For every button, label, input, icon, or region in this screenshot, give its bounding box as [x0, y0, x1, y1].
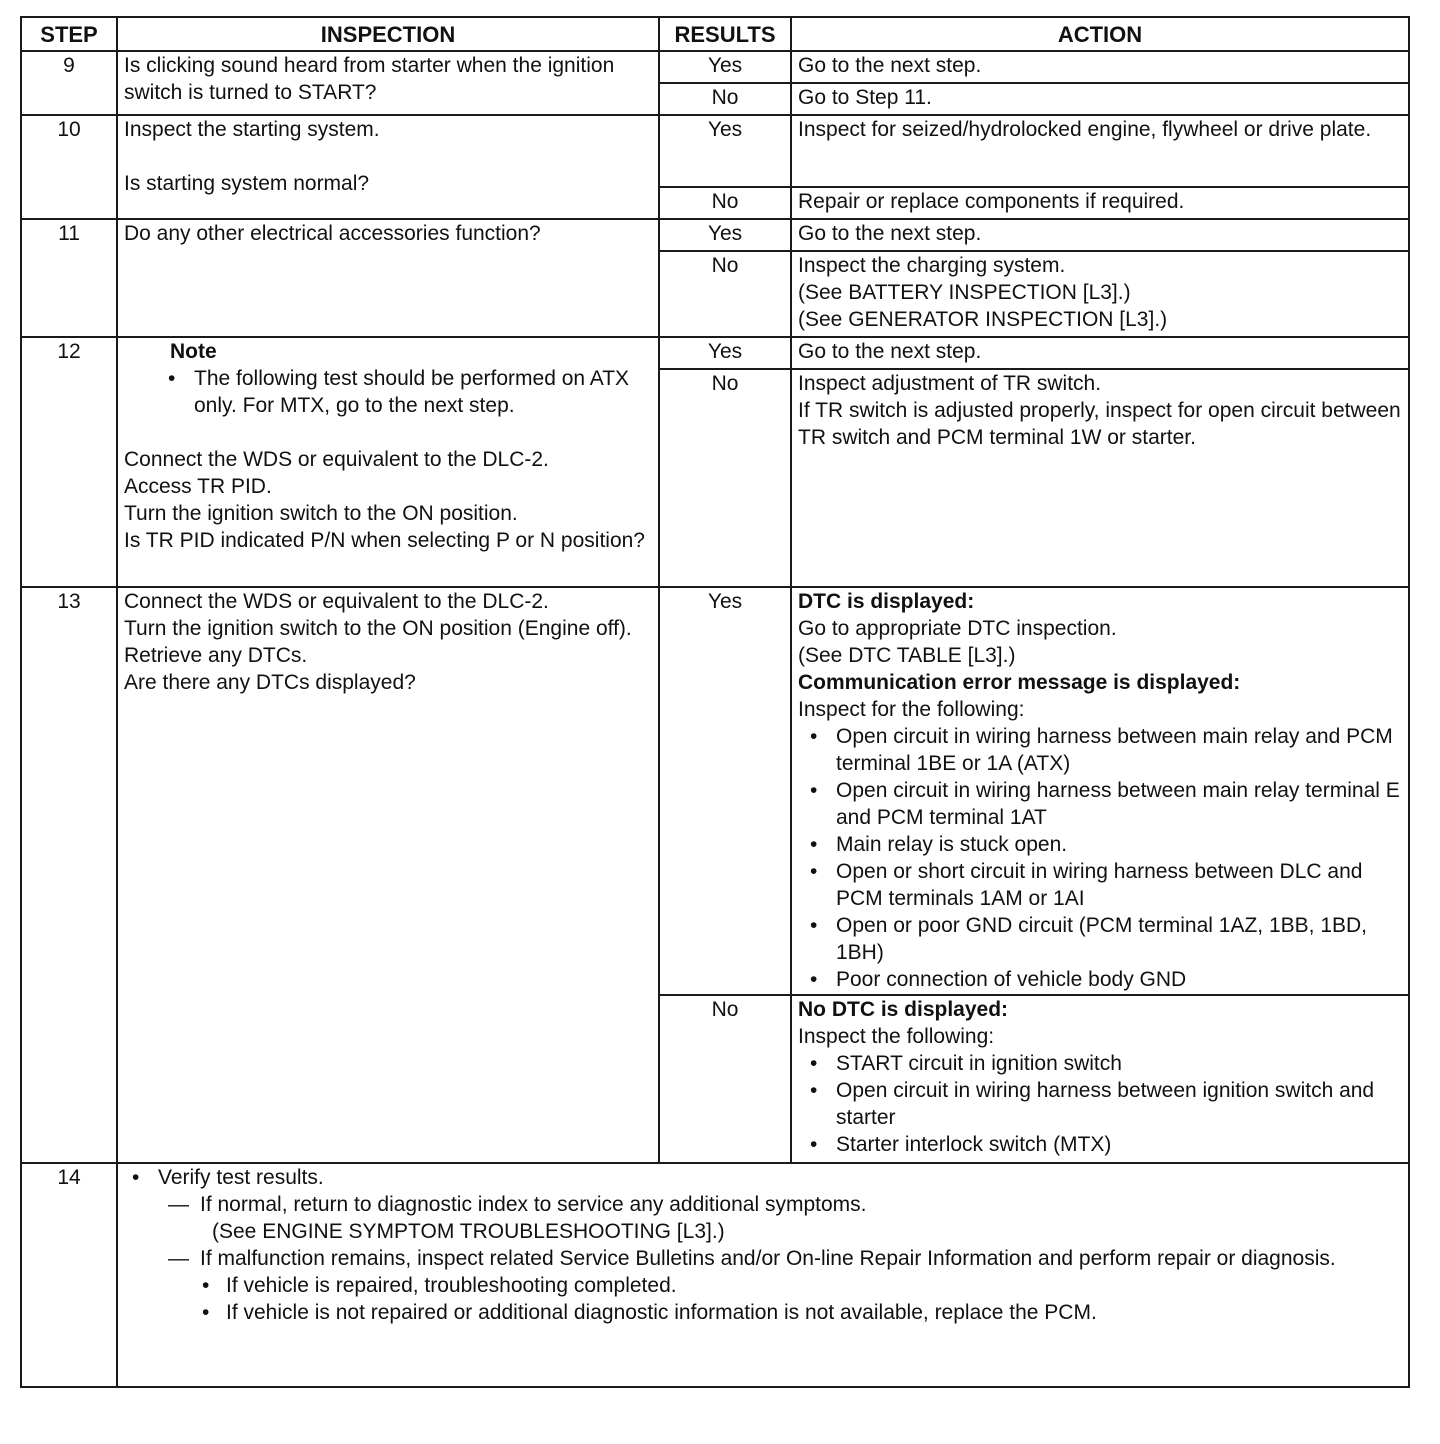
result-yes: Yes: [659, 337, 791, 369]
dash-mark: —: [168, 1193, 189, 1216]
note-list: [124, 365, 652, 419]
list-item: • Open circuit in wiring harness between main relay terminal E and PCM terminal 1AT: [836, 777, 1402, 831]
inspection-line: Turn the ignition switch to the ON position.: [124, 502, 518, 525]
inspection-text: Do any other electrical accessories function?: [117, 219, 659, 337]
action-text: Go to Step 11.: [791, 83, 1409, 115]
list-item: • Open circuit in wiring harness between main relay and PCM terminal 1BE or 1A (ATX): [836, 723, 1402, 777]
action-heading: Communication error message is displayed:: [798, 671, 1241, 694]
action-text: Inspect for seized/hydrolocked engine, flywheel or drive plate.: [791, 115, 1409, 187]
action-cell: [791, 587, 1409, 995]
troubleshooting-table: [20, 16, 1410, 1388]
result-yes: Yes: [659, 115, 791, 187]
dash-mark: —: [168, 1247, 189, 1270]
action-text: Go to the next step.: [791, 51, 1409, 83]
action-cell: [791, 995, 1409, 1163]
verify-line: • Verify test results.: [124, 1164, 1402, 1191]
step-number: 14: [21, 1163, 117, 1387]
action-text: Go to the next step.: [791, 219, 1409, 251]
step-number: 10: [21, 115, 117, 219]
dash-text: If malfunction remains, inspect related Service Bulletins and/or On-line Repair Information and perform repair or diagnosis.: [200, 1247, 1336, 1270]
header-step: STEP: [21, 17, 117, 51]
inspection-question: Is starting system normal?: [124, 172, 370, 195]
inspection-line: Connect the WDS or equivalent to the DLC-2.: [124, 590, 549, 613]
step-number: 11: [21, 219, 117, 337]
result-no: No: [659, 251, 791, 337]
list-item: • If vehicle is not repaired or additional diagnostic information is not available, replace the PCM.: [124, 1299, 1402, 1326]
action-heading: DTC is displayed:: [798, 590, 975, 613]
inspection-line: Retrieve any DTCs.: [124, 644, 308, 667]
header-inspection: INSPECTION: [117, 17, 659, 51]
inspection-line: Turn the ignition switch to the ON position (Engine off).: [124, 617, 632, 640]
action-bullet-list: [798, 1050, 1402, 1158]
step-number: 9: [21, 51, 117, 115]
inspection-text: Inspect the starting system.: [124, 118, 380, 141]
list-item: • Open or poor GND circuit (PCM terminal 1AZ, 1BB, 1BD, 1BH): [836, 912, 1402, 966]
inspection-cell: [117, 587, 659, 1163]
dash-item: [124, 1245, 1402, 1272]
table-row: [21, 337, 1409, 369]
result-yes: Yes: [659, 51, 791, 83]
result-yes: Yes: [659, 219, 791, 251]
table-row: [21, 587, 1409, 995]
action-line: Inspect the charging system.: [798, 254, 1066, 277]
action-line: (See BATTERY INSPECTION [L3].): [798, 281, 1131, 304]
action-line: (See DTC TABLE [L3].): [798, 644, 1016, 667]
table-row: [21, 219, 1409, 251]
result-no: No: [659, 83, 791, 115]
action-cell: [791, 251, 1409, 337]
action-cell: [791, 369, 1409, 587]
list-item: • If vehicle is repaired, troubleshooting completed.: [124, 1272, 1402, 1299]
reference-line: (See ENGINE SYMPTOM TROUBLESHOOTING [L3].): [212, 1220, 725, 1243]
list-item: • Open circuit in wiring harness between ignition switch and starter: [836, 1077, 1402, 1131]
inspection-question: Are there any DTCs displayed?: [124, 671, 416, 694]
table-row: [21, 1163, 1409, 1387]
result-no: No: [659, 187, 791, 219]
inspection-cell: [117, 115, 659, 219]
result-yes: Yes: [659, 587, 791, 995]
action-line: If TR switch is adjusted properly, inspect for open circuit between TR switch and PCM terminal 1W or starter.: [798, 399, 1401, 449]
list-item: • Open or short circuit in wiring harness between DLC and PCM terminals 1AM or 1AI: [836, 858, 1402, 912]
action-line: Go to appropriate DTC inspection.: [798, 617, 1117, 640]
action-bullet-list: [798, 723, 1402, 993]
result-no: No: [659, 995, 791, 1163]
action-text: Repair or replace components if required.: [791, 187, 1409, 219]
step-number: 13: [21, 587, 117, 1163]
table-row: [21, 115, 1409, 187]
dash-text: If normal, return to diagnostic index to service any additional symptoms.: [200, 1193, 867, 1216]
dash-item: [124, 1191, 1402, 1218]
verify-cell: [117, 1163, 1409, 1387]
list-item: • Poor connection of vehicle body GND: [836, 966, 1402, 993]
action-line: (See GENERATOR INSPECTION [L3].): [798, 308, 1168, 331]
inspection-line: Access TR PID.: [124, 475, 272, 498]
list-item: • Main relay is stuck open.: [836, 831, 1402, 858]
note-bullet: • The following test should be performed on ATX only. For MTX, go to the next step.: [194, 365, 652, 419]
step-number: 12: [21, 337, 117, 587]
action-line: Inspect the following:: [798, 1025, 995, 1048]
note-title: Note: [170, 340, 217, 363]
action-line: Inspect for the following:: [798, 698, 1025, 721]
header-action: ACTION: [791, 17, 1409, 51]
table-row: [21, 51, 1409, 83]
action-line: Inspect adjustment of TR switch.: [798, 372, 1102, 395]
inspection-question: Is TR PID indicated P/N when selecting P or N position?: [124, 529, 645, 552]
result-no: No: [659, 369, 791, 587]
header-results: RESULTS: [659, 17, 791, 51]
header-row: [21, 17, 1409, 51]
action-heading: No DTC is displayed:: [798, 998, 1009, 1021]
list-item: • START circuit in ignition switch: [836, 1050, 1402, 1077]
inspection-cell: [117, 337, 659, 587]
inspection-text: Is clicking sound heard from starter when the ignition switch is turned to START?: [117, 51, 659, 115]
inspection-line: Connect the WDS or equivalent to the DLC-2.: [124, 448, 549, 471]
action-text: Go to the next step.: [791, 337, 1409, 369]
list-item: • Starter interlock switch (MTX): [836, 1131, 1402, 1158]
